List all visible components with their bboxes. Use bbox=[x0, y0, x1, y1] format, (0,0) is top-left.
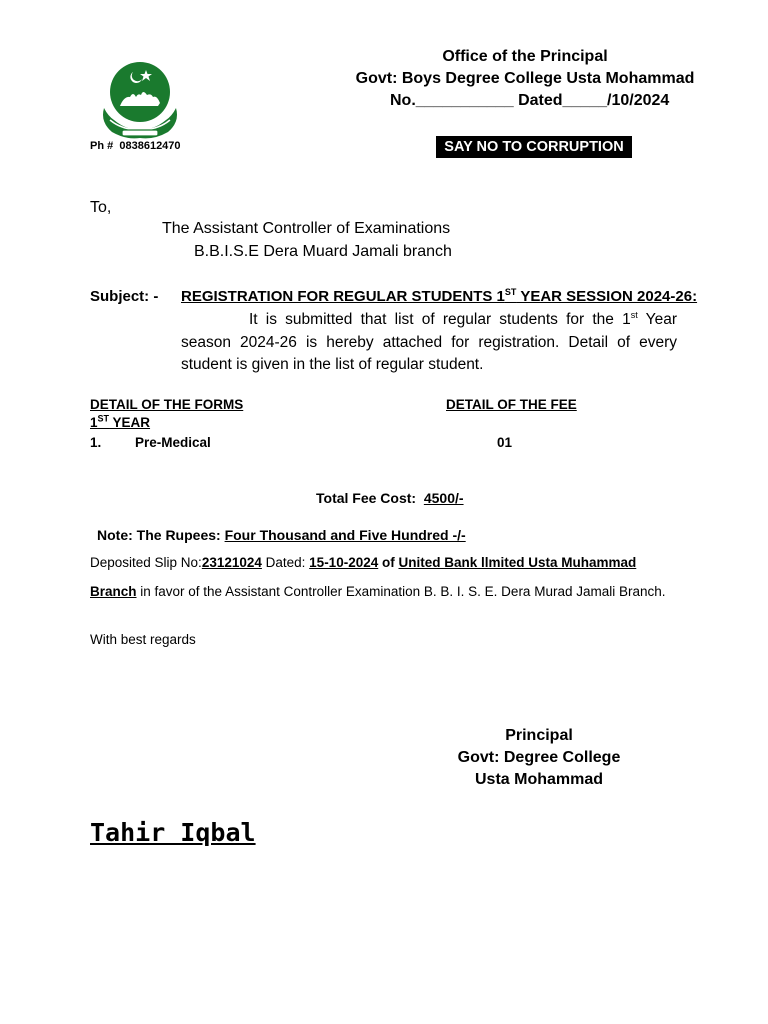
total-fee: Total Fee Cost: 4500/- bbox=[316, 490, 464, 506]
college-name: Govt: Boys Degree College Usta Mohammad bbox=[355, 70, 695, 87]
recipient-line-1: The Assistant Controller of Examinations bbox=[162, 220, 451, 237]
fee-header: DETAIL OF THE FEE bbox=[446, 397, 577, 412]
deposit-line-2: Branch in favor of the Assistant Controller Examination B. B. I. S. E. Dera Murad Jamali Branch. bbox=[90, 584, 666, 599]
detail-row-name: Pre-Medical bbox=[135, 435, 211, 450]
phone-number bbox=[90, 140, 181, 152]
signatory-college: Govt: Degree College bbox=[457, 749, 621, 766]
deposit-line: Deposited Slip No:23121024 Dated: 15-10-2024 of United Bank llmited Usta Muhammad bbox=[90, 555, 637, 570]
signature-name: Tahir Iqbal bbox=[90, 818, 256, 847]
closing-regards: With best regards bbox=[90, 632, 196, 647]
recipient-line-2: B.B.I.S.E Dera Muard Jamali branch bbox=[194, 243, 452, 260]
subject-label: Subject: - bbox=[90, 288, 159, 305]
phone-value: 0838612470 bbox=[119, 140, 181, 152]
fee-note: Note: The Rupees: Four Thousand and Five Hundred -/- bbox=[97, 527, 466, 543]
forms-header: DETAIL OF THE FORMS bbox=[90, 397, 244, 412]
signatory-city: Usta Mohammad bbox=[474, 771, 604, 788]
detail-row-number: 1. bbox=[90, 435, 102, 450]
subject-text: REGISTRATION FOR REGULAR STUDENTS 1ST YEAR SESSION 2024-26: bbox=[181, 287, 698, 305]
reference-line: No.___________ Dated_____/10/2024 bbox=[390, 92, 670, 109]
body-paragraph: It is submitted that list of regular students for the 1st Year season 2024-26 is hereby attached for registration. Detail of every student is given in the list of regular student. bbox=[181, 309, 677, 373]
phone-label: Ph # bbox=[90, 140, 114, 152]
slogan-banner: SAY NO TO CORRUPTION bbox=[436, 136, 632, 158]
salutation: To, bbox=[90, 199, 112, 216]
office-title: Office of the Principal bbox=[442, 48, 608, 65]
year-label: 1ST YEAR bbox=[90, 413, 151, 430]
signatory-title: Principal bbox=[505, 727, 573, 744]
detail-row-count: 01 bbox=[497, 435, 513, 450]
